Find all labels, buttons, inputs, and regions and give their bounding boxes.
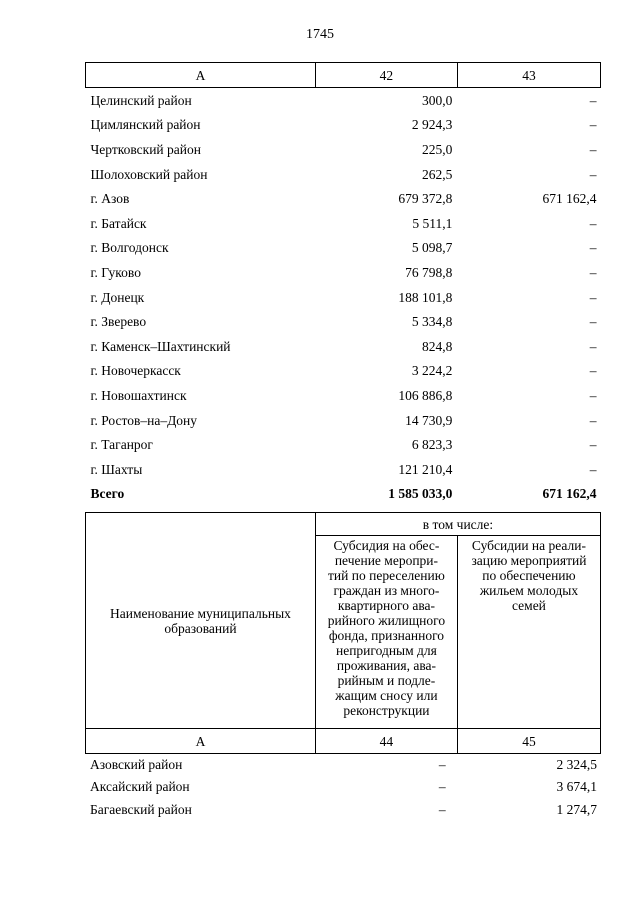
table-row bbox=[86, 186, 601, 211]
table-row bbox=[86, 88, 601, 113]
table-row bbox=[86, 408, 601, 433]
header-text-line: жащим сносу или bbox=[335, 688, 438, 703]
municipality-name: г. Гуково bbox=[90, 264, 141, 280]
value-col-43: – bbox=[589, 363, 597, 379]
municipality-name: Шолоховский район bbox=[90, 166, 208, 182]
value-col-43: – bbox=[589, 264, 597, 280]
municipality-name: Аксайский район bbox=[90, 779, 190, 795]
table-row bbox=[86, 137, 601, 162]
table-upper-body bbox=[86, 88, 601, 507]
table-header-row bbox=[86, 63, 601, 88]
municipality-name: г. Волгодонск bbox=[90, 240, 169, 256]
header-text-line: рийным и подле- bbox=[337, 673, 436, 688]
value-col-42: 121 210,4 bbox=[398, 461, 453, 477]
header-text-line: семей bbox=[512, 598, 546, 613]
value-col-43: – bbox=[589, 387, 597, 403]
table-row bbox=[86, 260, 601, 285]
table-row bbox=[86, 432, 601, 457]
value-col-42: 225,0 bbox=[422, 141, 453, 157]
value-col-42: 262,5 bbox=[422, 166, 453, 182]
municipality-name: Багаевский район bbox=[90, 801, 192, 817]
value-col-42: 300,0 bbox=[422, 92, 453, 108]
value-col-43: – bbox=[589, 314, 597, 330]
total-col-43: 671 162,4 bbox=[542, 486, 597, 502]
header-text-line: жильем молодых bbox=[479, 583, 579, 598]
table-row bbox=[86, 162, 601, 187]
header-text-line: Субсидии на реали- bbox=[471, 538, 586, 553]
table-row bbox=[86, 383, 601, 408]
value-col-45: 3 674,1 bbox=[556, 779, 597, 795]
table-row bbox=[86, 359, 601, 384]
header-text-line: тий по переселению bbox=[328, 568, 445, 583]
table-row bbox=[86, 211, 601, 236]
header-text-line: реконструкции bbox=[343, 703, 430, 718]
value-col-42: 679 372,8 bbox=[398, 191, 453, 207]
header-text-line: печение меропри- bbox=[334, 553, 439, 568]
table-row bbox=[86, 236, 601, 261]
total-label: Всего bbox=[90, 486, 125, 502]
municipality-name: г. Таганрог bbox=[90, 437, 153, 453]
value-col-42: 5 334,8 bbox=[411, 314, 453, 330]
total-col-42: 1 585 033,0 bbox=[388, 486, 453, 502]
header-col-43: 43 bbox=[457, 63, 600, 88]
numbering-col-a: А bbox=[86, 729, 316, 754]
total-row bbox=[86, 482, 601, 507]
municipality-name: Целинский район bbox=[90, 92, 192, 108]
value-col-42: 5 511,1 bbox=[412, 215, 453, 231]
value-col-42: 188 101,8 bbox=[398, 289, 453, 305]
table-lower bbox=[85, 753, 601, 821]
table-row bbox=[86, 113, 601, 138]
value-col-44: – bbox=[438, 756, 446, 772]
municipality-name: г. Ростов–на–Дону bbox=[90, 412, 198, 428]
table-lower-body bbox=[85, 753, 601, 821]
table-header-block bbox=[85, 512, 601, 754]
value-col-43: – bbox=[589, 117, 597, 133]
value-col-44: – bbox=[438, 801, 446, 817]
municipality-name: Цимлянский район bbox=[90, 117, 201, 133]
header-text-line: зацию мероприятий bbox=[471, 553, 587, 568]
value-col-42: 14 730,9 bbox=[405, 412, 453, 428]
group-header: в том числе: bbox=[315, 513, 600, 536]
value-col-42: 6 823,3 bbox=[411, 437, 453, 453]
column-header-municipal-text: Наименование муниципальных образований bbox=[109, 605, 291, 636]
municipality-name: г. Азов bbox=[90, 191, 130, 207]
table-upper bbox=[85, 62, 601, 506]
municipality-name: г. Новошахтинск bbox=[90, 387, 187, 403]
municipality-name: г. Батайск bbox=[90, 215, 147, 231]
value-col-44: – bbox=[438, 779, 446, 795]
column-header-resettlement-text bbox=[321, 538, 452, 718]
value-col-43: – bbox=[589, 92, 597, 108]
value-col-43: – bbox=[589, 240, 597, 256]
value-col-43: – bbox=[589, 141, 597, 157]
municipality-name: г. Новочеркасск bbox=[90, 363, 181, 379]
header-text-line: проживания, ава- bbox=[336, 658, 437, 673]
numbering-col-44: 44 bbox=[315, 729, 457, 754]
value-col-43: – bbox=[589, 437, 597, 453]
value-col-43: – bbox=[589, 338, 597, 354]
table-row bbox=[85, 753, 601, 776]
value-col-43: – bbox=[589, 166, 597, 182]
value-col-43: – bbox=[589, 289, 597, 305]
value-col-42: 2 924,3 bbox=[411, 117, 453, 133]
page-number: 1745 bbox=[306, 27, 334, 42]
column-header-municipal bbox=[86, 513, 316, 729]
value-col-42: 106 886,8 bbox=[398, 387, 453, 403]
table-row bbox=[86, 334, 601, 359]
numbering-col-45: 45 bbox=[457, 729, 600, 754]
value-col-45: 1 274,7 bbox=[556, 801, 597, 817]
header-text-line: непригодным для bbox=[335, 643, 437, 658]
header-text-line: граждан из много- bbox=[333, 583, 440, 598]
value-col-42: 76 798,8 bbox=[405, 264, 453, 280]
column-header-resettlement bbox=[315, 536, 457, 729]
header-text-line: фонда, признанного bbox=[328, 628, 445, 643]
table-row bbox=[86, 309, 601, 334]
header-text-line: Субсидия на обес- bbox=[333, 538, 440, 553]
municipality-name: г. Шахты bbox=[90, 461, 143, 477]
value-col-43: – bbox=[589, 461, 597, 477]
municipality-name: г. Каменск–Шахтинский bbox=[90, 338, 231, 354]
column-header-young-families bbox=[457, 536, 600, 729]
value-col-43: – bbox=[589, 215, 597, 231]
municipality-name: г. Донецк bbox=[90, 289, 145, 305]
header-text-line: квартирного ава- bbox=[337, 598, 436, 613]
column-header-young-families-text bbox=[463, 538, 595, 613]
table-row bbox=[85, 798, 601, 821]
value-col-42: 3 224,2 bbox=[411, 363, 453, 379]
table-row bbox=[86, 457, 601, 482]
header-col-a: А bbox=[86, 63, 316, 88]
value-col-43: – bbox=[589, 412, 597, 428]
header-text-line: по обеспечению bbox=[482, 568, 576, 583]
header-text-line: рийного жилищного bbox=[327, 613, 446, 628]
value-col-42: 5 098,7 bbox=[411, 240, 453, 256]
table-row bbox=[86, 285, 601, 310]
municipality-name: Чертковский район bbox=[90, 141, 201, 157]
value-col-42: 824,8 bbox=[422, 338, 453, 354]
value-col-45: 2 324,5 bbox=[556, 756, 597, 772]
header-col-42: 42 bbox=[315, 63, 457, 88]
value-col-43: 671 162,4 bbox=[542, 191, 597, 207]
table-row bbox=[85, 776, 601, 799]
municipality-name: Азовский район bbox=[90, 756, 183, 772]
municipality-name: г. Зверево bbox=[90, 314, 147, 330]
